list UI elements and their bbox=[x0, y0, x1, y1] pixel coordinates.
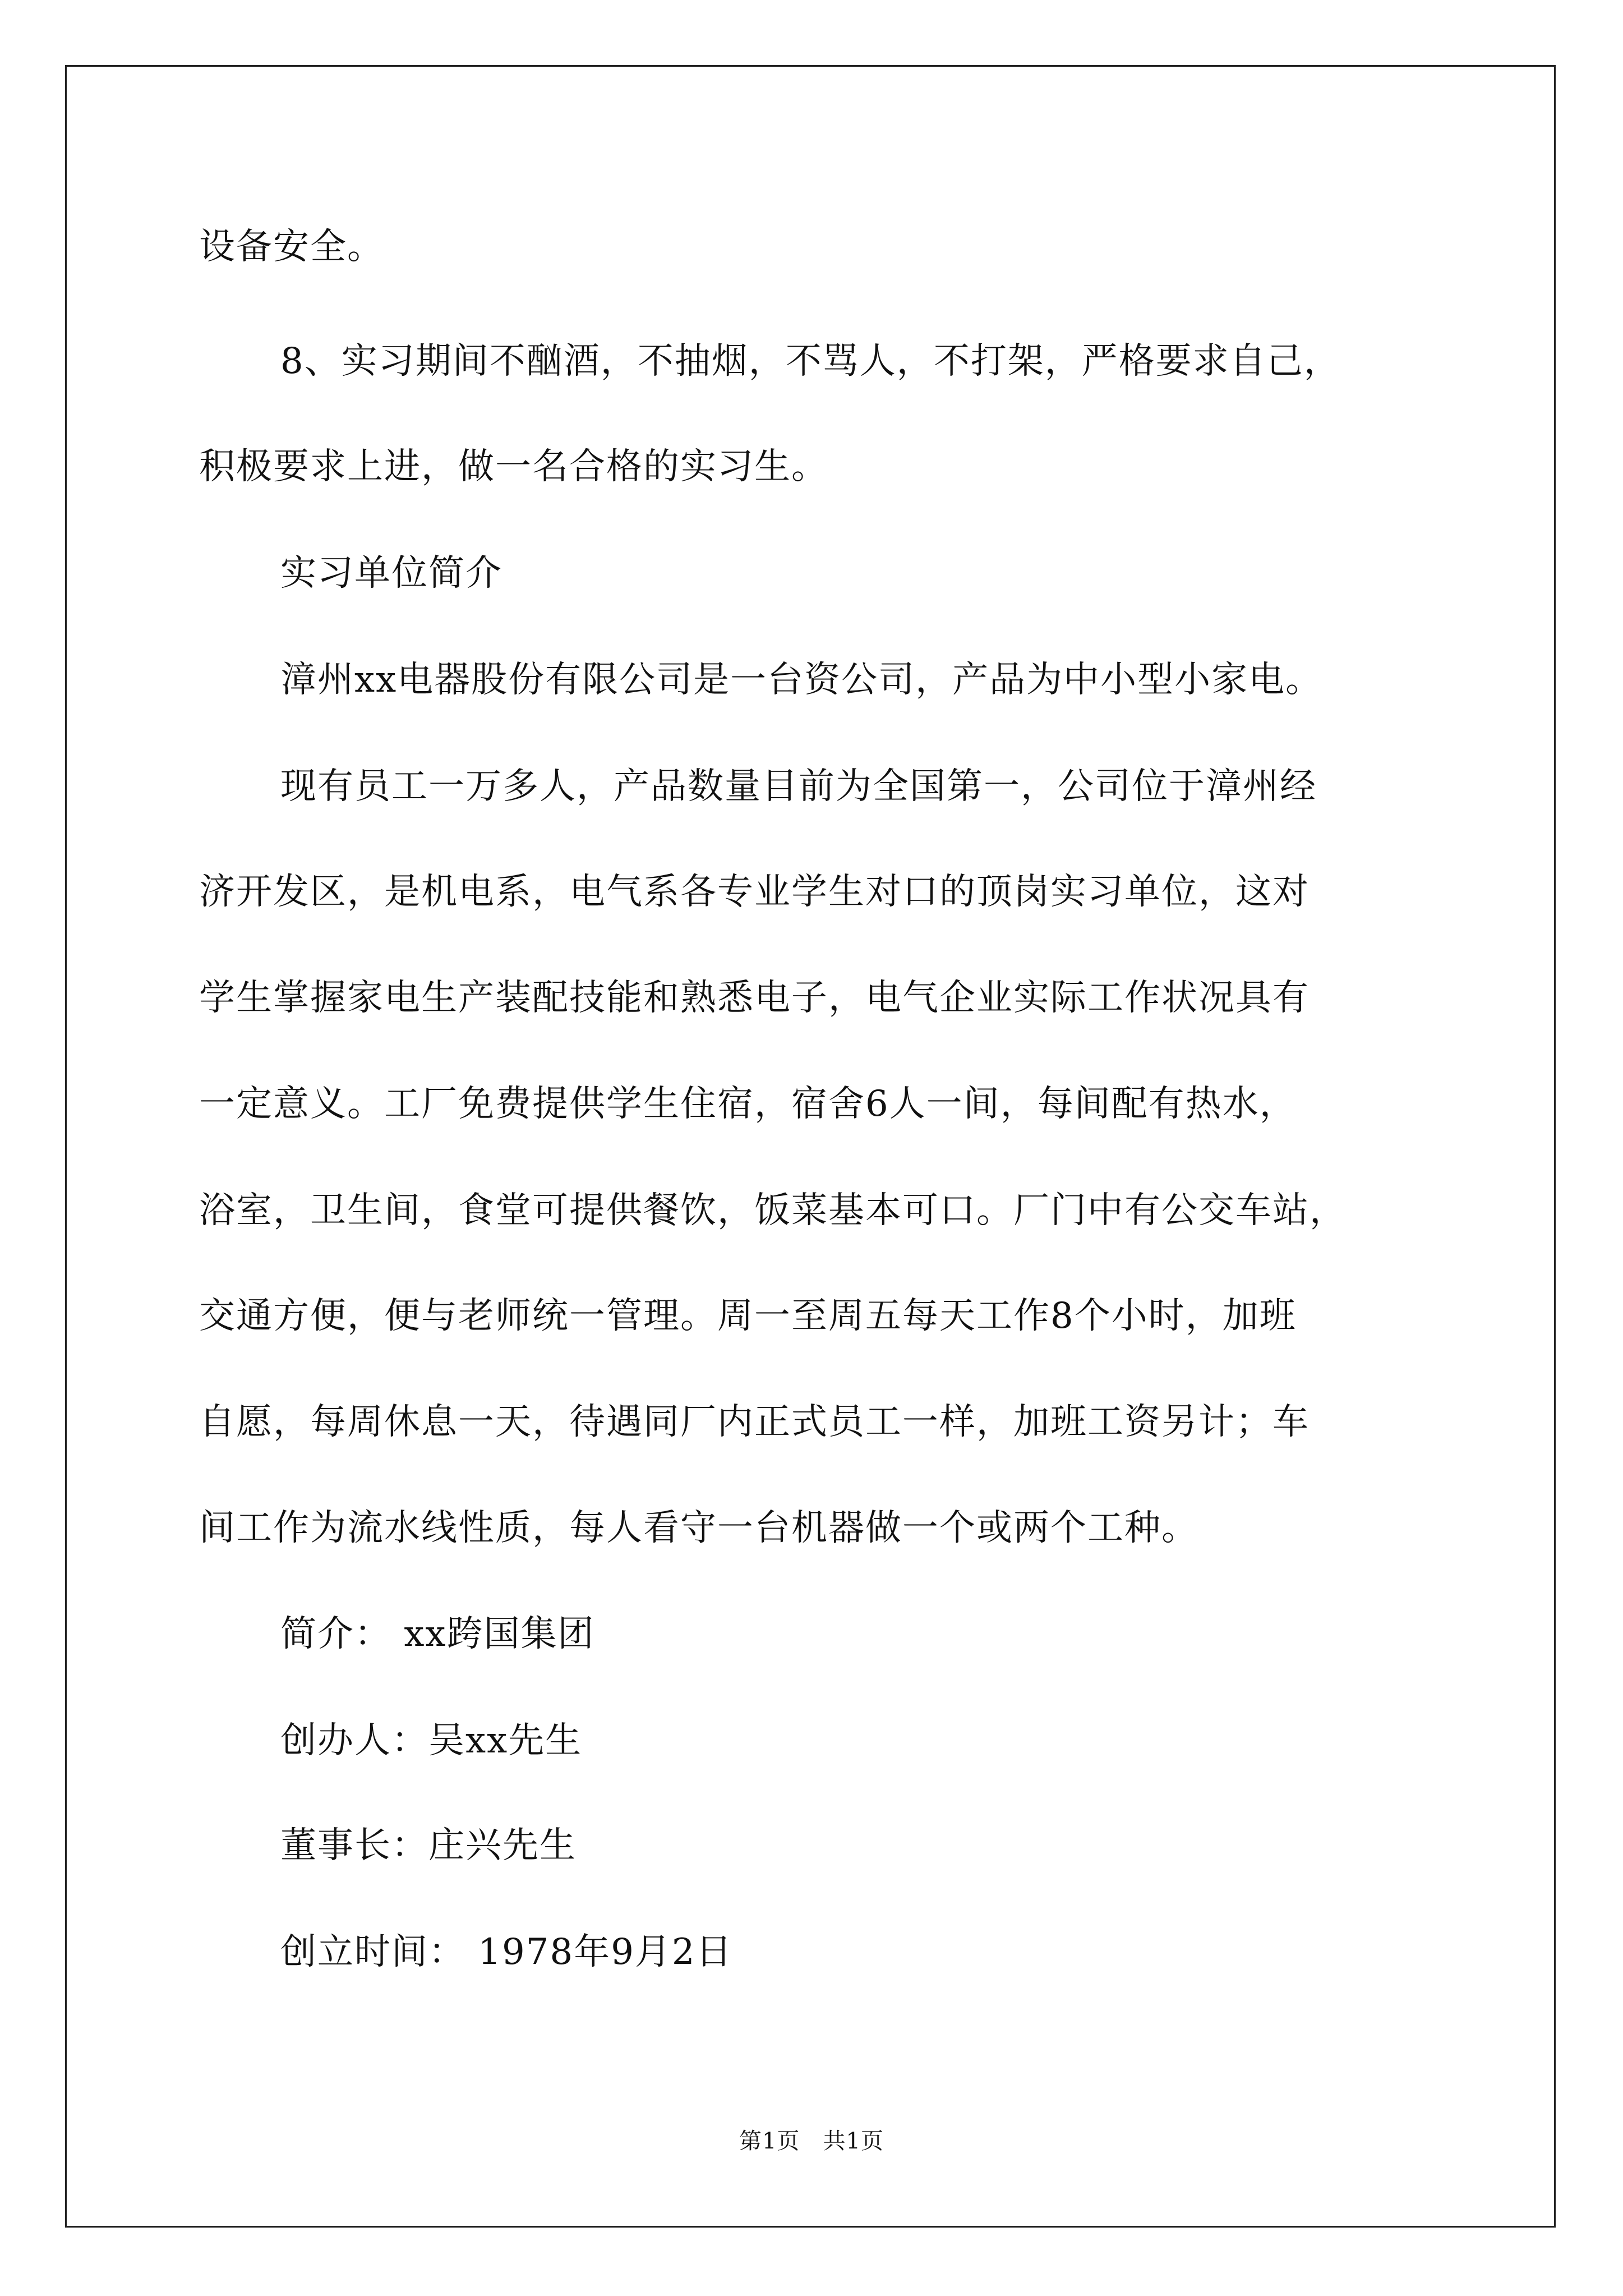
page-border bbox=[65, 65, 1556, 2228]
text-line-10: 浴室，卫生间，食堂可提供餐饮，饭菜基本可口。厂门中有公交车站， bbox=[199, 1190, 1347, 1231]
info-founded: 创立时间： 1978年9月2日 bbox=[280, 1931, 733, 1973]
text-line-9: 一定意义。工厂免费提供学生住宿，宿舍6人一间，每间配有热水， bbox=[199, 1083, 1297, 1125]
info-founder: 创办人：吴xx先生 bbox=[280, 1720, 583, 1761]
page-footer: 第1页 共1页 bbox=[739, 2128, 884, 2154]
text-line-2: 8、实习期间不酗酒，不抽烟，不骂人，不打架，严格要求自己， bbox=[280, 341, 1341, 382]
text-line-11: 交通方便，便与老师统一管理。周一至周五每天工作8个小时，加班 bbox=[199, 1295, 1297, 1337]
info-chairman: 董事长：庄兴先生 bbox=[280, 1825, 577, 1866]
info-intro: 简介： xx跨国集团 bbox=[280, 1613, 595, 1655]
text-line-7: 济开发区，是机电系，电气系各专业学生对口的顶岗实习单位，这对 bbox=[199, 871, 1310, 913]
text-line-5: 漳州xx电器股份有限公司是一台资公司，产品为中小型小家电。 bbox=[280, 659, 1323, 701]
text-line-8: 学生掌握家电生产装配技能和熟悉电子，电气企业实际工作状况具有 bbox=[199, 977, 1310, 1019]
text-line-6: 现有员工一万多人，产品数量目前为全国第一，公司位于漳州经 bbox=[280, 766, 1317, 807]
text-line-3: 积极要求上进，做一名合格的实习生。 bbox=[199, 446, 828, 487]
text-line-13: 间工作为流水线性质，每人看守一台机器做一个或两个工种。 bbox=[199, 1507, 1198, 1549]
text-line-12: 自愿，每周休息一天，待遇同厂内正式员工一样，加班工资另计；车 bbox=[199, 1401, 1310, 1443]
section-heading: 实习单位简介 bbox=[280, 553, 502, 594]
text-line-1: 设备安全。 bbox=[199, 226, 384, 268]
